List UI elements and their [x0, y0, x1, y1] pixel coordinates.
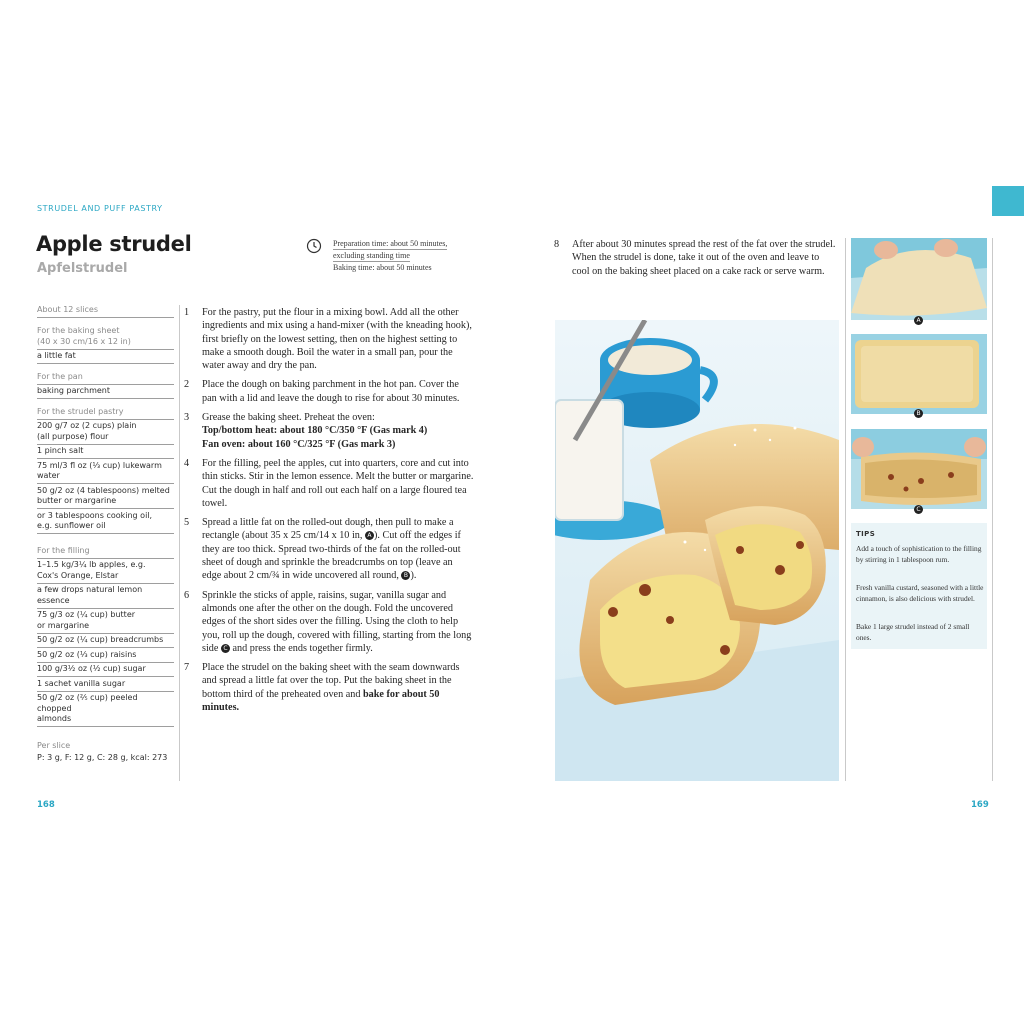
column-divider [992, 238, 993, 781]
step-photo-a-label: A [914, 316, 923, 325]
prep-time-line2: excluding standing time [333, 251, 410, 260]
tip-item: Fresh vanilla custard, seasoned with a little cinnamon, is also delicious with strudel. [856, 583, 984, 603]
nutrition-info: P: 3 g, F: 12 g, C: 28 g, kcal: 273 [37, 752, 168, 762]
ingredients-list [37, 305, 174, 763]
ingredient-item: a little fat [37, 350, 174, 365]
prep-time-line1: Preparation time: about 50 minutes, [333, 239, 448, 248]
ingredient-group-header: For the filling [37, 534, 174, 559]
recipe-subtitle: Apfelstrudel [37, 261, 128, 276]
step-8: 8 After about 30 minutes spread the rest of the fat over the strudel. When the strudel is done, take it out of the oven and leave to cool on the baking sheet placed on a cake rack or serve warm. [554, 239, 836, 277]
ingredient-item: 50 g/2 oz (4 tablespoons) melted butter or margarine [37, 484, 174, 509]
ingredient-group-header: For the pan [37, 364, 174, 385]
ingredient-item: 1 sachet vanilla sugar [37, 677, 174, 692]
time-info [333, 238, 447, 273]
recipe-title: Apple strudel [36, 232, 192, 256]
section-tab-marker [992, 186, 1024, 216]
step-photo-b-label: B [914, 409, 923, 418]
tip-item: Add a touch of sophistication to the filling by stirring in 1 tablespoon rum. [856, 544, 982, 564]
step-photo-c [851, 429, 987, 509]
ingredient-item: 75 ml/3 fl oz (⅓ cup) lukewarm water [37, 459, 174, 484]
ingredient-item: 50 g/2 oz (¼ cup) breadcrumbs [37, 634, 174, 649]
ingredient-item: 50 g/2 oz (⅓ cup) raisins [37, 648, 174, 663]
strudel-photo [555, 320, 839, 781]
step-5: 5 Spread a little fat on the rolled-out dough, then pull to make a rectangle (about 35 x 25 cm/14 x 10 in, A ). Cut off the edges if they are too thick. Spread two-thirds of the fat on the rolled-out sheet of dough and sprinkle the breadcrumbs on top (leave an edge about 2 cm/¾ in wide uncovered all round, B ). [184, 517, 461, 582]
section-label: STRUDEL AND PUFF PASTRY [37, 204, 163, 213]
ingredient-item: 1–1.5 kg/3¼ lb apples, e.g. Cox's Orange, Elstar [37, 559, 174, 584]
baking-time: Baking time: about 50 minutes [333, 263, 432, 272]
tips-header: TIPS [856, 530, 876, 538]
ref-c-badge: C [221, 644, 230, 653]
page-number-left: 168 [37, 800, 55, 810]
ingredient-item: 1 pinch salt [37, 445, 174, 460]
tip-item: Bake 1 large strudel instead of 2 small ones. [856, 622, 970, 642]
per-slice-header: Per slice [37, 741, 71, 750]
ingredient-item: 50 g/2 oz (⅖ cup) peeled chopped almonds [37, 692, 174, 728]
step-2: 2 Place the dough on baking parchment in the hot pan. Cover the pan with a lid and leave the dough to rise for about 30 minutes. [184, 379, 460, 404]
step-photo-a [851, 238, 987, 320]
ref-a-badge: A [365, 531, 374, 540]
ingredient-group-header: For the baking sheet [37, 325, 120, 335]
step-photo-b [851, 334, 987, 414]
tips-box [851, 523, 987, 649]
column-divider [179, 305, 180, 781]
clock-icon [306, 238, 322, 254]
step-4: 4 For the filling, peel the apples, cut into quarters, core and cut into thin sticks. Stir in the lemon essence. Melt the butter or margarine. Cut the dough in half and roll out each half on a large floured tea towel. [184, 457, 474, 509]
ingredient-item: 100 g/3½ oz (½ cup) sugar [37, 663, 174, 678]
ingredient-group-header: For the strudel pastry [37, 399, 174, 420]
step-6: 6 Sprinkle the sticks of apple, raisins, sugar, vanilla sugar and almonds one after the other on the dough. Fold the uncovered edges of the short sides over the filling. Using the cloth to help you, roll up the dough, covered with filling, starting from the long side C and press the ends together firmly. [184, 589, 472, 654]
method-steps [184, 306, 474, 720]
ingredient-item: or 3 tablespoons cooking oil, e.g. sunflower oil [37, 509, 174, 534]
step-photo-c-label: C [914, 505, 923, 514]
step-3: 3 Grease the baking sheet. Preheat the oven: Top/bottom heat: about 180 °C/350 °F (Gas mark 4) Fan oven: about 160 °C/325 °F (Gas mark 3) [184, 412, 428, 450]
step-7: 7 Place the strudel on the baking sheet with the seam downwards and spread a little fat over the top. Put the baking sheet in the bottom third of the preheated oven and bake for about 50 minutes. [184, 662, 460, 714]
ingredient-item: a few drops natural lemon essence [37, 584, 174, 609]
baking-sheet-size: (40 x 30 cm/16 x 12 in) [37, 337, 174, 350]
yield: About 12 slices [37, 305, 174, 318]
step-1: 1 For the pastry, put the flour in a mixing bowl. Add all the other ingredients and mix using a hand-mixer (with the kneading hook), first briefly on the lowest setting, then on the highest setting to make a smooth dough. Boil the water in a small pan, pour the water away and dry the pan. [184, 307, 472, 372]
column-divider [845, 238, 846, 781]
ingredient-item: 75 g/3 oz (¼ cup) butter or margarine [37, 609, 174, 634]
ingredient-item: 200 g/7 oz (2 cups) plain (all purpose) flour [37, 420, 174, 445]
page-number-right: 169 [971, 800, 989, 810]
ingredient-item: baking parchment [37, 385, 174, 400]
ref-b-badge: B [401, 571, 410, 580]
